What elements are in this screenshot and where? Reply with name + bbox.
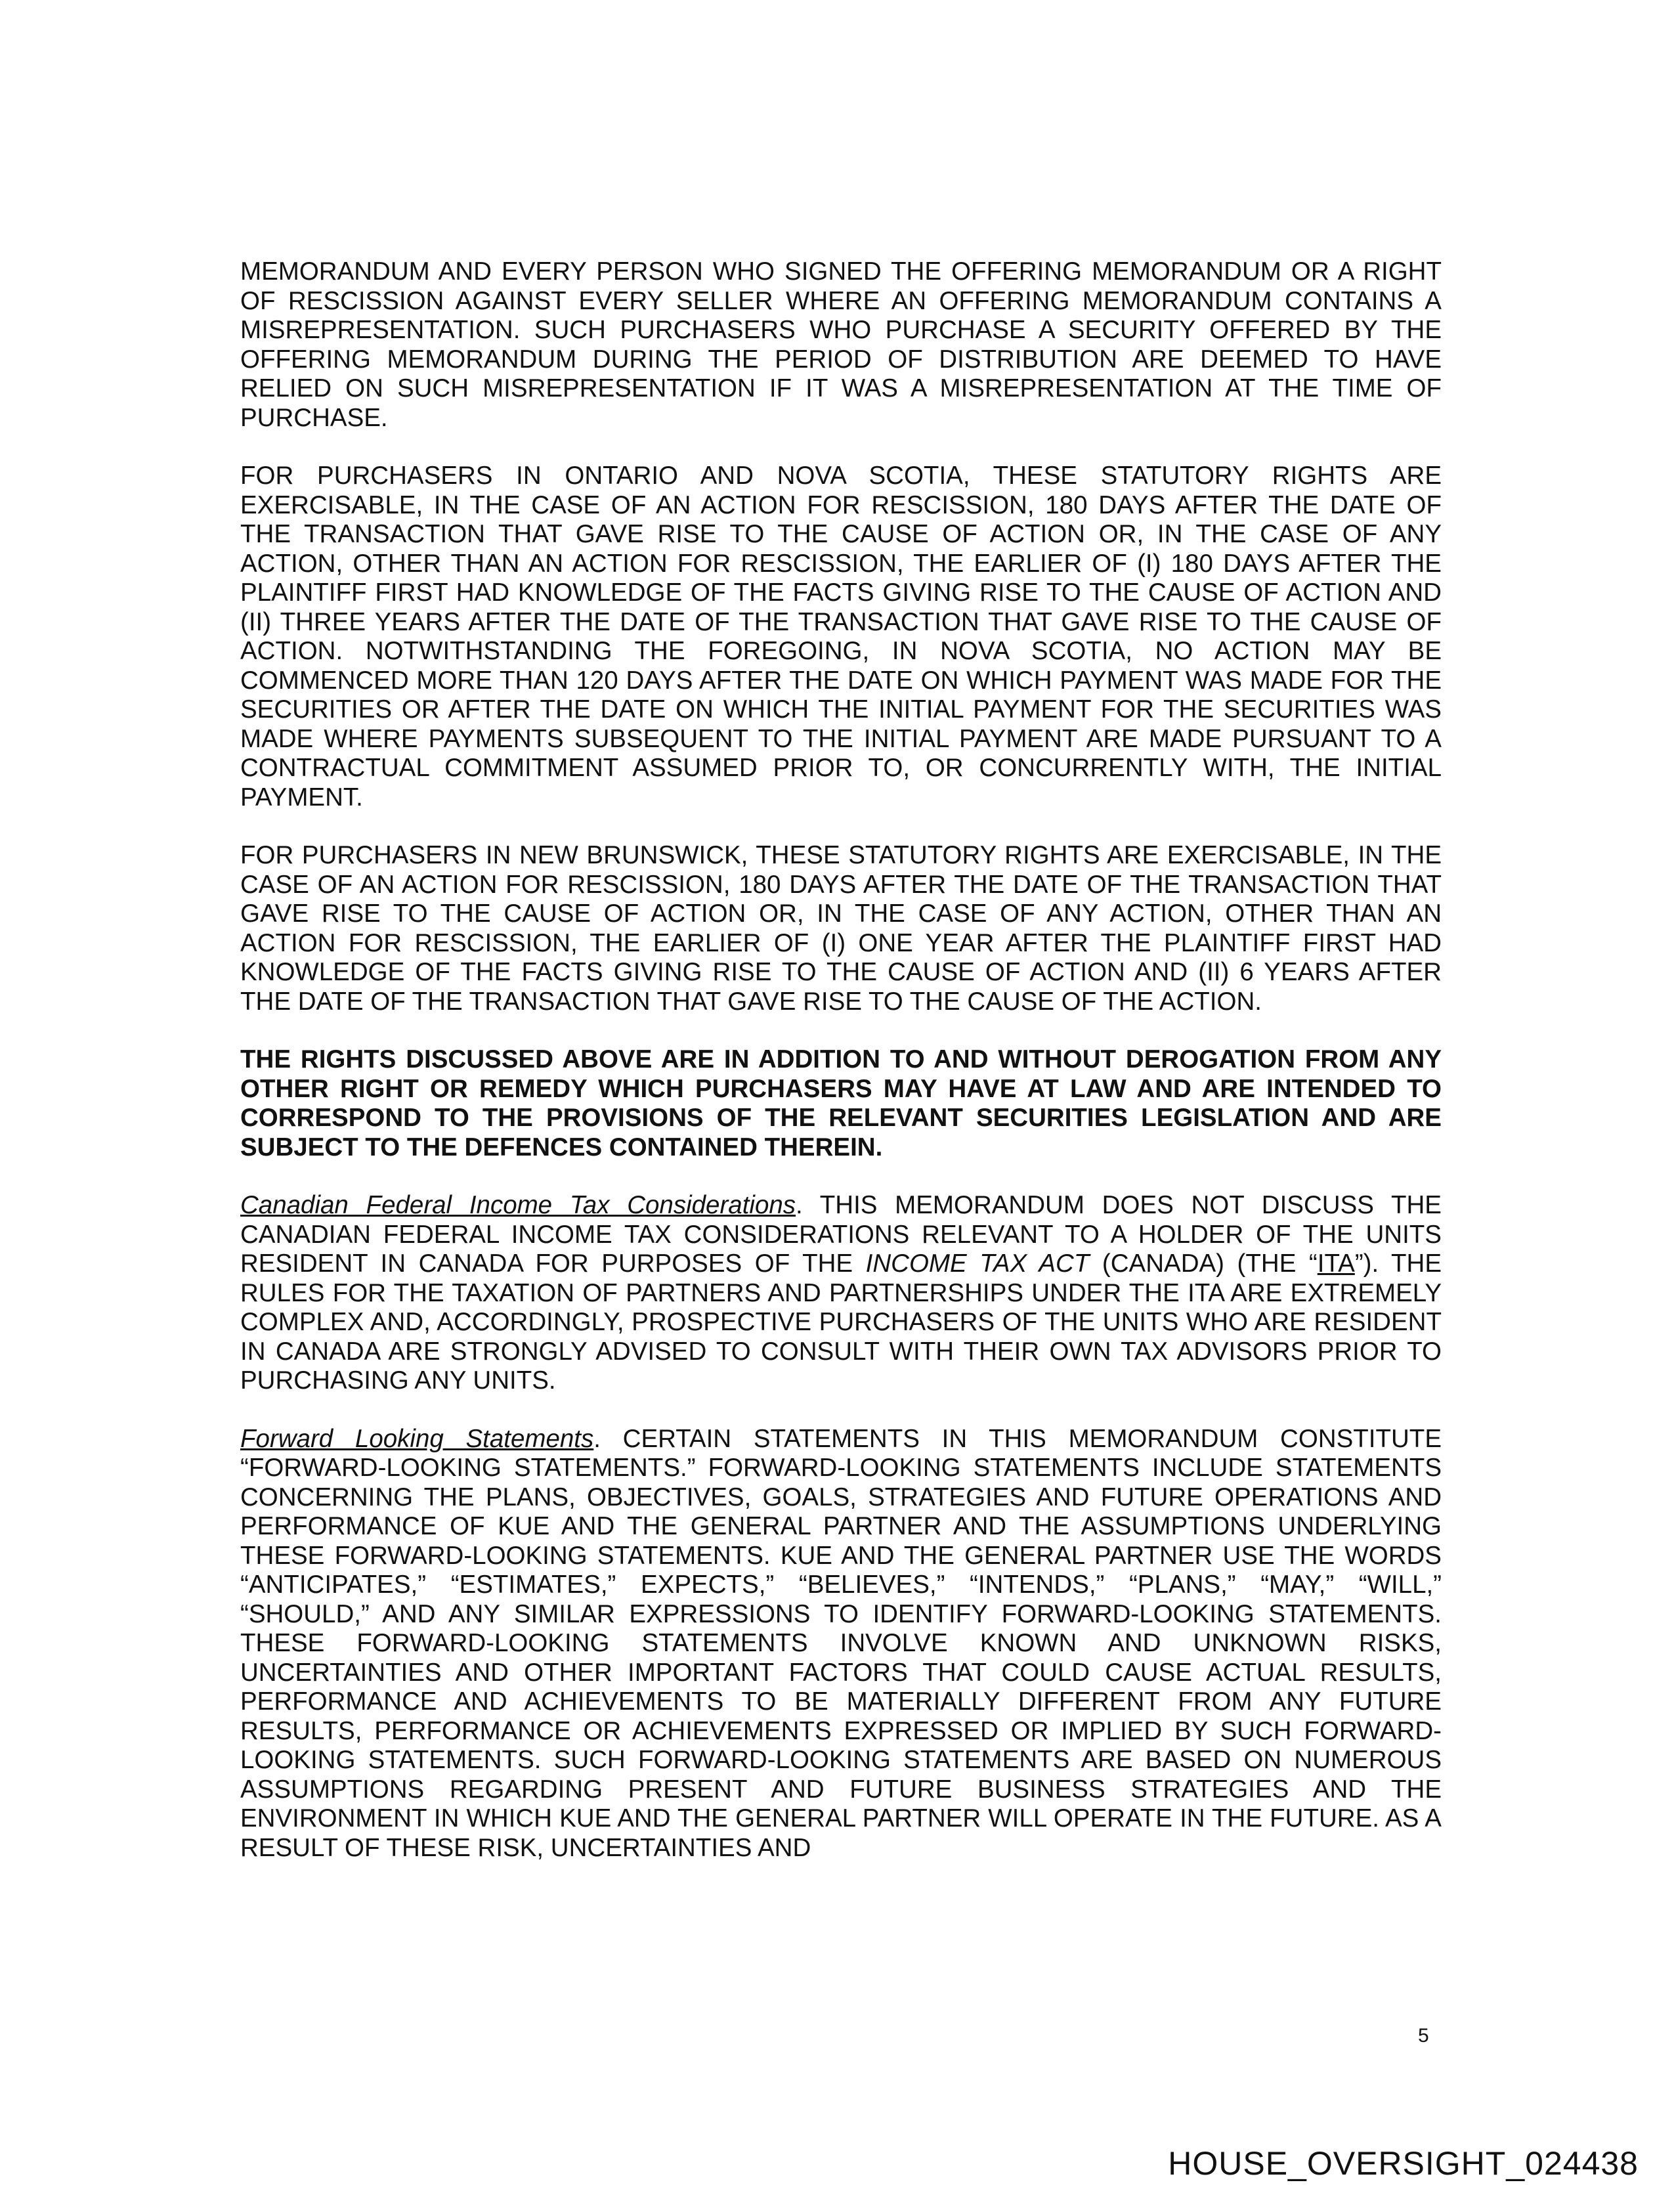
paragraph-rights-disclaimer: THE RIGHTS DISCUSSED ABOVE ARE IN ADDITION TO AND WITHOUT DEROGATION FROM ANY OTHER RIGHT OR REMEDY WHICH PURCHASERS MAY HAVE AT LAW AND ARE INTENDED TO CORRESPOND TO THE PROVISIONS OF THE RELEVANT SECURITIES LEGISLATION AND ARE SUBJECT TO THE DEFENCES CONTAINED THEREIN. — [240, 1045, 1442, 1161]
tax-text-part3: ”). THE RULES FOR THE TAXATION OF PARTNERS AND PARTNERSHIPS UNDER THE ITA ARE EXTREMELY COMPLEX AND, ACCORDINGLY, PROSPECTIVE PURCHASERS OF THE UNITS WHO ARE RESIDENT IN CANADA ARE STRONGLY ADVISED TO CONSULT WITH THEIR OWN TAX ADVISORS PRIOR TO PURCHASING ANY UNITS. — [240, 1249, 1442, 1395]
tax-text-part2: (CANADA) (THE “ — [1089, 1249, 1318, 1278]
paragraph-forward-looking — [240, 1425, 1442, 1863]
forward-looking-heading: Forward Looking Statements — [240, 1424, 594, 1453]
income-tax-act-name: INCOME TAX ACT — [865, 1249, 1090, 1278]
paragraph-new-brunswick: FOR PURCHASERS IN NEW BRUNSWICK, THESE STATUTORY RIGHTS ARE EXERCISABLE, IN THE CASE OF AN ACTION FOR RESCISSION, 180 DAYS AFTER THE DATE OF THE TRANSACTION THAT GAVE RISE TO THE CAUSE OF ACTION OR, IN THE CASE OF ANY ACTION, OTHER THAN AN ACTION FOR RESCISSION, THE EARLIER OF (I) ONE YEAR AFTER THE PLAINTIFF FIRST HAD KNOWLEDGE OF THE FACTS GIVING RISE TO THE CAUSE OF ACTION AND (II) 6 YEARS AFTER THE DATE OF THE TRANSACTION THAT GAVE RISE TO THE CAUSE OF THE ACTION. — [240, 841, 1442, 1016]
document-body — [240, 257, 1442, 1892]
paragraph-ontario-nova-scotia: FOR PURCHASERS IN ONTARIO AND NOVA SCOTIA, THESE STATUTORY RIGHTS ARE EXERCISABLE, IN THE CASE OF AN ACTION FOR RESCISSION, 180 DAYS AFTER THE DATE OF THE TRANSACTION THAT GAVE RISE TO THE CAUSE OF ACTION OR, IN THE CASE OF ANY ACTION, OTHER THAN AN ACTION FOR RESCISSION, THE EARLIER OF (I) 180 DAYS AFTER THE PLAINTIFF FIRST HAD KNOWLEDGE OF THE FACTS GIVING RISE TO THE CAUSE OF ACTION AND (II) THREE YEARS AFTER THE DATE OF THE TRANSACTION THAT GAVE RISE TO THE CAUSE OF ACTION. NOTWITHSTANDING THE FOREGOING, IN NOVA SCOTIA, NO ACTION MAY BE COMMENCED MORE THAN 120 DAYS AFTER THE DATE ON WHICH PAYMENT WAS MADE FOR THE SECURITIES OR AFTER THE DATE ON WHICH THE INITIAL PAYMENT FOR THE SECURITIES WAS MADE WHERE PAYMENTS SUBSEQUENT TO THE INITIAL PAYMENT ARE MADE PURSUANT TO A CONTRACTUAL COMMITMENT ASSUMED PRIOR TO, OR CONCURRENTLY WITH, THE INITIAL PAYMENT. — [240, 462, 1442, 812]
tax-text-part1: . THIS MEMORANDUM DOES NOT DISCUSS THE CANADIAN FEDERAL INCOME TAX CONSIDERATIONS RELEVANT TO A HOLDER OF THE UNITS RESIDENT IN CANADA FOR PURPOSES OF THE — [240, 1191, 1442, 1278]
page-number: 5 — [1418, 2025, 1429, 2047]
bates-stamp: HOUSE_OVERSIGHT_024438 — [1168, 2145, 1639, 2182]
paragraph-tax-considerations — [240, 1191, 1442, 1396]
ita-defined-term: ITA — [1317, 1249, 1355, 1278]
forward-looking-text: . CERTAIN STATEMENTS IN THIS MEMORANDUM CONSTITUTE “FORWARD-LOOKING STATEMENTS.” FORWARD-LOOKING STATEMENTS INCLUDE STATEMENTS CONCERNING THE PLANS, OBJECTIVES, GOALS, STRATEGIES AND FUTURE OPERATIONS AND PERFORMANCE OF KUE AND THE GENERAL PARTNER AND THE ASSUMPTIONS UNDERLYING THESE FORWARD-LOOKING STATEMENTS. KUE AND THE GENERAL PARTNER USE THE WORDS “ANTICIPATES,” “ESTIMATES,” EXPECTS,” “BELIEVES,” “INTENDS,” “PLANS,” “MAY,” “WILL,” “SHOULD,” AND ANY SIMILAR EXPRESSIONS TO IDENTIFY FORWARD-LOOKING STATEMENTS. THESE FORWARD-LOOKING STATEMENTS INVOLVE KNOWN AND UNKNOWN RISKS, UNCERTAINTIES AND OTHER IMPORTANT FACTORS THAT COULD CAUSE ACTUAL RESULTS, PERFORMANCE AND ACHIEVEMENTS TO BE MATERIALLY DIFFERENT FROM ANY FUTURE RESULTS, PERFORMANCE OR ACHIEVEMENTS EXPRESSED OR IMPLIED BY SUCH FORWARD-LOOKING STATEMENTS. SUCH FORWARD-LOOKING STATEMENTS ARE BASED ON NUMEROUS ASSUMPTIONS REGARDING PRESENT AND FUTURE BUSINESS STRATEGIES AND THE ENVIRONMENT IN WHICH KUE AND THE GENERAL PARTNER WILL OPERATE IN THE FUTURE. AS A RESULT OF THESE RISK, UNCERTAINTIES AND — [240, 1424, 1442, 1862]
tax-considerations-heading: Canadian Federal Income Tax Considerations — [240, 1191, 796, 1219]
paragraph-rescission-rights: MEMORANDUM AND EVERY PERSON WHO SIGNED THE OFFERING MEMORANDUM OR A RIGHT OF RESCISSION AGAINST EVERY SELLER WHERE AN OFFERING MEMORANDUM CONTAINS A MISREPRESENTATION. SUCH PURCHASERS WHO PURCHASE A SECURITY OFFERED BY THE OFFERING MEMORANDUM DURING THE PERIOD OF DISTRIBUTION ARE DEEMED TO HAVE RELIED ON SUCH MISREPRESENTATION IF IT WAS A MISREPRESENTATION AT THE TIME OF PURCHASE. — [240, 257, 1442, 432]
